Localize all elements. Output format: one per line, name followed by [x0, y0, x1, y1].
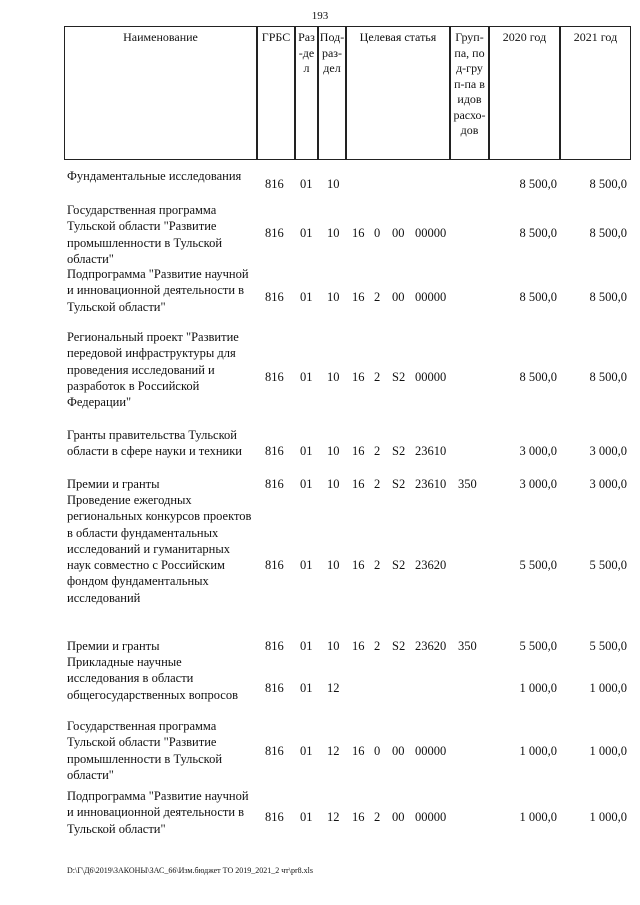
cell-rz: 01 — [300, 681, 313, 695]
cell-cs1: 16 — [352, 639, 365, 653]
cell-pr: 10 — [327, 639, 340, 653]
header-grbs: ГРБС — [257, 26, 295, 160]
header-2020: 2020 год — [489, 26, 560, 160]
cell-pr: 10 — [327, 558, 340, 572]
cell-y2021: 8 500,0 — [589, 370, 627, 384]
cell-cs2: 2 — [374, 370, 381, 384]
file-path-footer: D:\Г\Д6\2019\ЗАКОНЫ\ЗАС_66\Изм.бюджет ТО 2019_2021_2 чт\pr8.xls — [67, 866, 313, 875]
cell-cs3: 00 — [392, 226, 405, 240]
cell-y2020: 8 500,0 — [519, 177, 557, 191]
cell-cs4: 00000 — [415, 810, 447, 824]
cell-cs3: 00 — [392, 290, 405, 304]
row-name: Подпрограмма "Развитие научной и инновационной деятельности в Тульской области" — [67, 267, 249, 314]
cell-y2021: 1 000,0 — [589, 681, 627, 695]
cell-cs4: 23620 — [415, 639, 447, 653]
cell-grbs: 816 — [265, 290, 284, 304]
cell-y2021: 8 500,0 — [589, 177, 627, 191]
cell-pr: 12 — [327, 681, 340, 695]
cell-pr: 12 — [327, 810, 340, 824]
cell-rz: 01 — [300, 226, 313, 240]
cell-cs4: 00000 — [415, 290, 447, 304]
cell-rz: 01 — [300, 370, 313, 384]
row-name: Прикладные научные исследования в области общегосударственных вопросов — [67, 655, 238, 702]
cell-cs2: 2 — [374, 444, 381, 458]
cell-vr: 350 — [458, 639, 477, 653]
cell-cs1: 16 — [352, 290, 365, 304]
cell-cs4: 23620 — [415, 558, 447, 572]
cell-cs1: 16 — [352, 370, 365, 384]
cell-grbs: 816 — [265, 477, 284, 491]
cell-grbs: 816 — [265, 370, 284, 384]
cell-y2020: 1 000,0 — [519, 810, 557, 824]
cell-cs2: 0 — [374, 744, 381, 758]
cell-cs1: 16 — [352, 744, 365, 758]
cell-grbs: 816 — [265, 810, 284, 824]
header-target-article: Целевая статья — [346, 26, 450, 160]
cell-cs3: 00 — [392, 744, 405, 758]
cell-cs3: S2 — [392, 639, 406, 653]
cell-rz: 01 — [300, 744, 313, 758]
cell-cs1: 16 — [352, 477, 365, 491]
cell-y2020: 3 000,0 — [519, 444, 557, 458]
cell-y2021: 3 000,0 — [589, 444, 627, 458]
cell-y2020: 8 500,0 — [519, 290, 557, 304]
cell-rz: 01 — [300, 639, 313, 653]
cell-y2021: 5 500,0 — [589, 639, 627, 653]
cell-cs3: S2 — [392, 477, 406, 491]
cell-cs4: 00000 — [415, 370, 447, 384]
cell-y2021: 1 000,0 — [589, 810, 627, 824]
cell-grbs: 816 — [265, 681, 284, 695]
row-name: Государственная программа Тульской области "Развитие промышленности в Тульской области" — [67, 719, 223, 782]
cell-y2021: 5 500,0 — [589, 558, 627, 572]
cell-y2021: 8 500,0 — [589, 290, 627, 304]
cell-rz: 01 — [300, 290, 313, 304]
cell-cs2: 2 — [374, 639, 381, 653]
cell-rz: 01 — [300, 477, 313, 491]
cell-cs4: 00000 — [415, 744, 447, 758]
cell-grbs: 816 — [265, 639, 284, 653]
cell-cs2: 2 — [374, 290, 381, 304]
cell-grbs: 816 — [265, 744, 284, 758]
cell-vr: 350 — [458, 477, 477, 491]
cell-cs4: 23610 — [415, 477, 447, 491]
cell-y2020: 8 500,0 — [519, 370, 557, 384]
cell-pr: 10 — [327, 226, 340, 240]
cell-y2020: 8 500,0 — [519, 226, 557, 240]
cell-grbs: 816 — [265, 177, 284, 191]
cell-cs3: S2 — [392, 558, 406, 572]
row-name: Региональный проект "Развитие передовой инфраструктуры для проведения исследований и разработок в Российской Федерации" — [67, 330, 239, 410]
cell-pr: 10 — [327, 290, 340, 304]
cell-y2021: 8 500,0 — [589, 226, 627, 240]
row-name: Государственная программа Тульской области "Развитие промышленности в Тульской области" — [67, 203, 223, 266]
cell-cs2: 2 — [374, 810, 381, 824]
cell-cs1: 16 — [352, 810, 365, 824]
header-name: Наименование — [64, 26, 257, 160]
row-name: Проведение ежегодных региональных конкурсов проектов в области фундаментальных исследований и гуманитарных наук совместно с Российским фондом фундаментальных исследований — [67, 493, 252, 605]
cell-pr: 10 — [327, 477, 340, 491]
cell-cs1: 16 — [352, 444, 365, 458]
cell-y2021: 3 000,0 — [589, 477, 627, 491]
cell-pr: 12 — [327, 744, 340, 758]
cell-cs1: 16 — [352, 226, 365, 240]
header-podrazdel: Под-раз-дел — [318, 26, 346, 160]
cell-y2021: 1 000,0 — [589, 744, 627, 758]
header-expense-group: Груп-па, под-груп-па видов расхо-дов — [450, 26, 489, 160]
cell-rz: 01 — [300, 444, 313, 458]
cell-rz: 01 — [300, 810, 313, 824]
cell-grbs: 816 — [265, 226, 284, 240]
cell-cs4: 23610 — [415, 444, 447, 458]
cell-cs2: 2 — [374, 558, 381, 572]
page-number: 193 — [311, 10, 329, 22]
row-name: Премии и гранты — [67, 477, 160, 491]
cell-grbs: 816 — [265, 558, 284, 572]
cell-cs2: 2 — [374, 477, 381, 491]
cell-pr: 10 — [327, 370, 340, 384]
cell-y2020: 1 000,0 — [519, 744, 557, 758]
row-name: Фундаментальные исследования — [67, 169, 242, 183]
header-2021: 2021 год — [560, 26, 631, 160]
cell-y2020: 5 500,0 — [519, 558, 557, 572]
header-razdel: Раз-дел — [295, 26, 318, 160]
cell-y2020: 5 500,0 — [519, 639, 557, 653]
cell-y2020: 1 000,0 — [519, 681, 557, 695]
cell-cs1: 16 — [352, 558, 365, 572]
cell-pr: 10 — [327, 177, 340, 191]
cell-cs2: 0 — [374, 226, 381, 240]
cell-pr: 10 — [327, 444, 340, 458]
row-name: Подпрограмма "Развитие научной и инновационной деятельности в Тульской области" — [67, 789, 249, 836]
row-name: Гранты правительства Тульской области в сфере науки и техники — [67, 428, 242, 459]
cell-grbs: 816 — [265, 444, 284, 458]
cell-cs3: S2 — [392, 444, 406, 458]
cell-rz: 01 — [300, 177, 313, 191]
cell-cs3: 00 — [392, 810, 405, 824]
cell-rz: 01 — [300, 558, 313, 572]
row-name: Премии и гранты — [67, 639, 160, 653]
cell-cs4: 00000 — [415, 226, 447, 240]
cell-y2020: 3 000,0 — [519, 477, 557, 491]
cell-cs3: S2 — [392, 370, 406, 384]
